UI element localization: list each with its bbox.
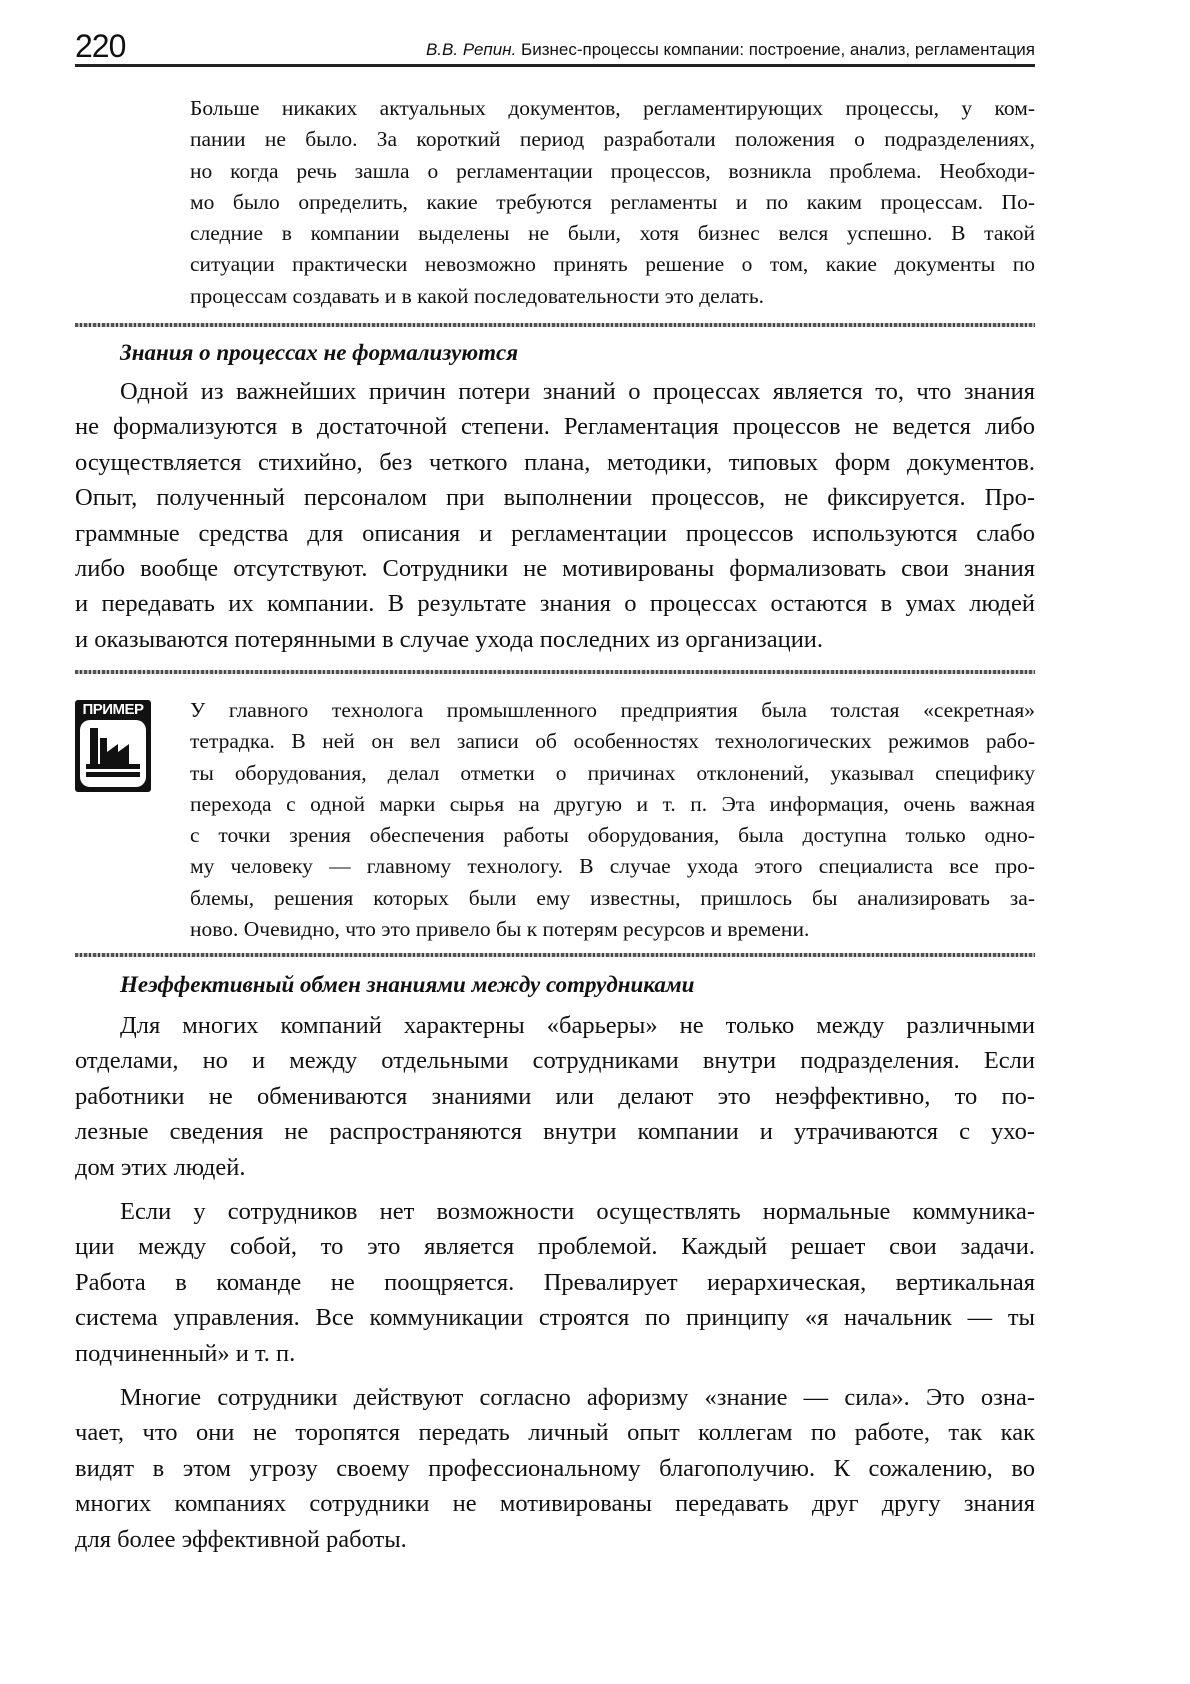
text-line: тетрадка. В ней он вел записи об особенностях технологических режимов рабо- [190, 729, 1035, 754]
section1-body [75, 374, 1035, 657]
header-rule [75, 64, 1035, 67]
section2-body [75, 1008, 1035, 1557]
text-line: Опыт, полученный персоналом при выполнении процессов, не фиксируется. Про- [75, 484, 1035, 512]
text-line: процессам создавать и в какой последовательности это делать. [190, 283, 765, 308]
text-line: пании не было. За короткий период разработали положения о подразделениях, [190, 127, 1035, 152]
text-line: с точки зрения обеспечения работы оборудования, была доступна только одно- [190, 823, 1035, 848]
text-line: система управления. Все коммуникации строятся по принципу «я начальник — ты [75, 1304, 1035, 1332]
text-line: Одной из важнейших причин потери знаний о процессах является то, что знания [120, 378, 1035, 405]
page-number: 220 [75, 28, 126, 64]
example-text [190, 695, 1035, 945]
text-line: ситуации практически невозможно принять решение о том, какие документы по [190, 252, 1035, 277]
text-line: Больше никаких актуальных документов, регламентирующих процессы, у ком- [190, 96, 1035, 120]
text-line: следние в компании выделены не были, хотя бизнес велся успешно. В такой [190, 221, 1035, 246]
section-heading: Неэффективный обмен знаниями между сотрудниками [120, 972, 695, 997]
paragraph [75, 1194, 1035, 1371]
text-line: видят в этом угрозу своему профессиональному благополучию. К сожалению, во [75, 1454, 1035, 1482]
text-line: мо было определить, какие требуются регламенты и по каким процессам. По- [190, 189, 1035, 214]
example-label: ПРИМЕР [82, 701, 144, 718]
running-author: В.В. Репин. [425, 40, 517, 59]
text-line: Многие сотрудники действуют согласно афоризму «знание — сила». Это озна- [120, 1384, 1035, 1412]
book-title: Бизнес-процессы компании: построение, анализ, регламентация [521, 40, 1035, 59]
text-line: работники не обмениваются знаниями или делают это неэффективно, то по- [75, 1082, 1035, 1110]
text-line: ново. Очевидно, что это привело бы к потерям ресурсов и времени. [190, 917, 810, 942]
text-line: му человеку — главному технологу. В случае ухода этого специалиста все про- [190, 854, 1035, 879]
text-line: отделами, но и между отдельными сотрудниками внутри подразделения. Если [75, 1047, 1035, 1075]
text-line: У главного технолога промышленного предприятия была толстая «секретная» [190, 698, 1035, 722]
intro-text [190, 93, 1035, 312]
running-title [426, 40, 1035, 60]
text-line: ции между собой, то это является проблемой. Каждый решает свои задачи. [75, 1233, 1035, 1261]
paragraph [75, 1008, 1035, 1185]
text-line: лезные сведения не распространяются внутри компании и утрачиваются с ухо- [75, 1118, 1035, 1146]
factory-icon [80, 720, 146, 787]
divider [75, 323, 1035, 327]
text-line: подчиненный» и т. п. [75, 1339, 296, 1367]
text-line: Для многих компаний характерны «барьеры» не только между различными [120, 1012, 1035, 1039]
text-line: и оказываются потерянными в случае ухода последних из организации. [75, 625, 824, 653]
divider [75, 953, 1035, 957]
divider [75, 670, 1035, 674]
text-line: чает, что они не торопятся передать личный опыт коллегам по работе, так как [75, 1419, 1035, 1447]
text-line: перехода с одной марки сырья на другую и т. п. Эта информация, очень важная [190, 791, 1035, 816]
text-line: для более эффективной работы. [75, 1525, 407, 1553]
text-line: блемы, решения которых были ему известны, пришлось бы анализировать за- [190, 885, 1035, 910]
text-line: не формализуются в достаточной степени. Регламентация процессов не ведется либо [75, 413, 1035, 441]
paragraph [75, 1380, 1035, 1557]
text-line: Работа в команде не поощряется. Превалирует иерархическая, вертикальная [75, 1268, 1035, 1296]
text-line: осуществляется стихийно, без четкого плана, методики, типовых форм документов. [75, 448, 1035, 476]
text-line: и передавать их компании. В результате знания о процессах остаются в умах людей [75, 590, 1035, 618]
example-badge [75, 700, 151, 792]
text-line: но когда речь зашла о регламентации процессов, возникла проблема. Необходи- [190, 158, 1035, 183]
text-line: дом этих людей. [75, 1153, 246, 1181]
text-line: ты оборудования, делал отметки о причинах отклонений, указывал специфику [190, 760, 1035, 785]
text-line: граммные средства для описания и регламентации процессов используются слабо [75, 519, 1035, 547]
section-heading: Знания о процессах не формализуются [120, 340, 519, 365]
paragraph [75, 374, 1035, 657]
text-line: либо вообще отсутствуют. Сотрудники не мотивированы формализовать свои знания [75, 555, 1035, 583]
text-line: Если у сотрудников нет возможности осуществлять нормальные коммуника- [120, 1198, 1035, 1226]
text-line: многих компаниях сотрудники не мотивированы передавать друг другу знания [75, 1490, 1035, 1518]
